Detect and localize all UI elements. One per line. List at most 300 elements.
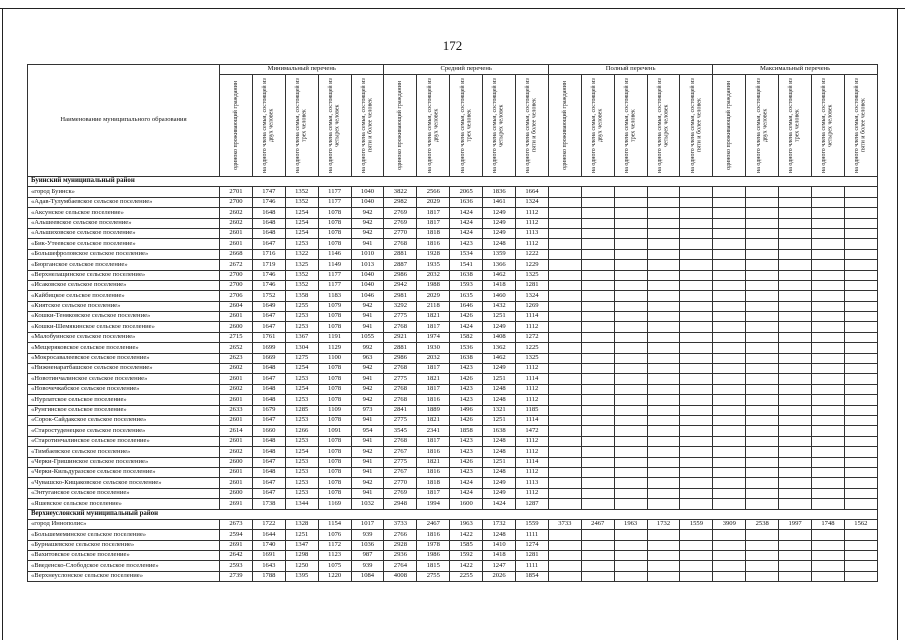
value-cell: 2602 xyxy=(220,208,253,218)
value-cell: 2768 xyxy=(384,436,417,446)
value-cell xyxy=(844,457,877,467)
value-cell: 1660 xyxy=(252,426,285,436)
value-cell: 1248 xyxy=(483,384,516,394)
value-cell: 942 xyxy=(351,218,384,228)
municipality-name-cell: «Альшеевское сельское поселение» xyxy=(28,218,220,228)
value-cell: 2601 xyxy=(220,312,253,322)
table-row xyxy=(28,426,878,436)
value-cell xyxy=(844,249,877,259)
value-cell: 1254 xyxy=(285,384,318,394)
municipality-name-cell: «Большефроловское сельское поселение» xyxy=(28,249,220,259)
value-cell xyxy=(779,343,812,353)
value-cell: 1251 xyxy=(285,530,318,540)
value-cell: 1112 xyxy=(516,239,549,249)
table-row xyxy=(28,187,878,197)
value-cell: 1636 xyxy=(450,197,483,207)
value-cell xyxy=(548,280,581,290)
value-cell: 1648 xyxy=(252,395,285,405)
value-cell: 1817 xyxy=(417,208,450,218)
value-cell xyxy=(746,530,779,540)
value-cell: 1746 xyxy=(252,197,285,207)
value-cell xyxy=(713,467,746,477)
value-cell xyxy=(581,280,614,290)
value-cell: 1112 xyxy=(516,436,549,446)
value-cell: 2601 xyxy=(220,374,253,384)
value-cell: 1647 xyxy=(252,478,285,488)
value-cell xyxy=(779,436,812,446)
value-cell: 1112 xyxy=(516,218,549,228)
value-cell xyxy=(746,291,779,301)
value-cell xyxy=(779,353,812,363)
value-cell xyxy=(647,488,680,498)
value-cell: 1055 xyxy=(351,332,384,342)
value-cell: 1220 xyxy=(318,571,351,581)
value-cell xyxy=(581,561,614,571)
value-cell: 1112 xyxy=(516,322,549,332)
value-cell: 1253 xyxy=(285,457,318,467)
value-cell: 2755 xyxy=(417,571,450,581)
value-cell xyxy=(713,353,746,363)
value-cell: 3822 xyxy=(384,187,417,197)
value-cell xyxy=(680,478,713,488)
value-cell: 2467 xyxy=(581,519,614,529)
value-cell: 1358 xyxy=(285,291,318,301)
value-cell: 939 xyxy=(351,561,384,571)
value-cell xyxy=(647,280,680,290)
value-cell: 3733 xyxy=(548,519,581,529)
value-cell: 1395 xyxy=(285,571,318,581)
value-cell xyxy=(812,384,845,394)
municipality-name-cell: «Кайбицкое сельское поселение» xyxy=(28,291,220,301)
value-cell xyxy=(680,467,713,477)
value-cell xyxy=(581,374,614,384)
value-cell xyxy=(614,436,647,446)
value-cell: 2467 xyxy=(417,519,450,529)
value-cell xyxy=(614,187,647,197)
value-cell xyxy=(680,405,713,415)
value-cell xyxy=(779,218,812,228)
value-cell xyxy=(812,405,845,415)
page-number: 172 xyxy=(442,38,463,53)
subcolumn-header xyxy=(285,75,318,177)
value-cell xyxy=(713,478,746,488)
municipality-name-cell: «Тимбаевское сельское поселение» xyxy=(28,447,220,457)
value-cell: 1647 xyxy=(252,312,285,322)
value-cell: 1761 xyxy=(252,332,285,342)
value-cell: 1647 xyxy=(252,322,285,332)
value-cell: 1559 xyxy=(680,519,713,529)
value-cell xyxy=(614,218,647,228)
value-cell: 1250 xyxy=(285,561,318,571)
value-cell xyxy=(812,228,845,238)
value-cell: 1078 xyxy=(318,395,351,405)
value-cell xyxy=(548,187,581,197)
value-cell: 2768 xyxy=(384,322,417,332)
table-row xyxy=(28,239,878,249)
value-cell: 941 xyxy=(351,415,384,425)
value-cell xyxy=(844,312,877,322)
value-cell xyxy=(812,270,845,280)
value-cell: 1426 xyxy=(450,312,483,322)
value-cell xyxy=(746,488,779,498)
value-cell: 2769 xyxy=(384,208,417,218)
value-cell xyxy=(713,571,746,581)
value-cell: 963 xyxy=(351,353,384,363)
value-cell: 1248 xyxy=(483,530,516,540)
value-cell xyxy=(614,447,647,457)
value-cell: 1123 xyxy=(318,551,351,561)
value-cell: 1281 xyxy=(516,280,549,290)
value-cell: 1177 xyxy=(318,187,351,197)
value-cell: 1816 xyxy=(417,467,450,477)
value-cell: 942 xyxy=(351,364,384,374)
value-cell xyxy=(647,218,680,228)
value-cell: 1249 xyxy=(483,478,516,488)
municipality-name-cell: «Верхнелащинское сельское поселение» xyxy=(28,270,220,280)
value-cell: 1424 xyxy=(450,208,483,218)
value-cell xyxy=(548,218,581,228)
value-cell: 2341 xyxy=(417,426,450,436)
value-cell xyxy=(614,197,647,207)
value-cell xyxy=(614,228,647,238)
value-cell xyxy=(812,312,845,322)
value-cell: 1732 xyxy=(483,519,516,529)
value-cell: 1114 xyxy=(516,415,549,425)
value-cell: 1635 xyxy=(450,291,483,301)
value-cell: 1111 xyxy=(516,530,549,540)
value-cell: 1362 xyxy=(483,343,516,353)
value-cell: 1462 xyxy=(483,353,516,363)
value-cell: 2601 xyxy=(220,415,253,425)
value-cell: 1858 xyxy=(450,426,483,436)
value-cell: 1328 xyxy=(285,519,318,529)
value-cell: 2981 xyxy=(384,291,417,301)
value-cell: 2928 xyxy=(384,540,417,550)
value-cell: 1078 xyxy=(318,208,351,218)
value-cell: 1752 xyxy=(252,291,285,301)
value-cell: 1432 xyxy=(483,301,516,311)
value-cell: 1426 xyxy=(450,374,483,384)
value-cell xyxy=(779,478,812,488)
table-row xyxy=(28,218,878,228)
municipality-name-cell: «Бурнашевское сельское поселение» xyxy=(28,540,220,550)
subcolumn-header xyxy=(812,75,845,177)
table-row xyxy=(28,436,878,446)
value-cell: 1424 xyxy=(450,218,483,228)
table-row xyxy=(28,571,878,581)
value-cell: 1222 xyxy=(516,249,549,259)
table-row xyxy=(28,499,878,509)
value-cell xyxy=(647,571,680,581)
value-cell: 1046 xyxy=(351,291,384,301)
value-cell xyxy=(746,467,779,477)
value-cell: 1647 xyxy=(252,374,285,384)
value-cell xyxy=(647,343,680,353)
value-cell: 1078 xyxy=(318,457,351,467)
value-cell: 973 xyxy=(351,405,384,415)
value-cell xyxy=(548,530,581,540)
subcolumn-header-label: на одного члена семьи, состоящей из четырех человек xyxy=(821,78,834,173)
district-section-title: Буинский муниципальный район xyxy=(28,177,878,187)
value-cell xyxy=(746,551,779,561)
value-cell xyxy=(779,457,812,467)
value-cell xyxy=(647,384,680,394)
value-cell xyxy=(548,561,581,571)
value-cell: 1032 xyxy=(351,499,384,509)
municipality-name-cell: «Аксунское сельское поселение» xyxy=(28,208,220,218)
value-cell xyxy=(713,447,746,457)
value-cell xyxy=(746,218,779,228)
value-cell: 1253 xyxy=(285,478,318,488)
value-cell: 2775 xyxy=(384,457,417,467)
value-cell: 1248 xyxy=(483,447,516,457)
value-cell xyxy=(779,332,812,342)
value-cell: 1078 xyxy=(318,447,351,457)
value-cell xyxy=(647,551,680,561)
subcolumn-header-label: на одного члена семьи, состоящей из двух человек xyxy=(591,78,604,173)
value-cell: 3545 xyxy=(384,426,417,436)
value-cell xyxy=(548,447,581,457)
table-row xyxy=(28,374,878,384)
value-cell xyxy=(713,322,746,332)
value-cell xyxy=(680,436,713,446)
value-cell: 941 xyxy=(351,374,384,384)
value-cell: 941 xyxy=(351,488,384,498)
value-cell: 1254 xyxy=(285,447,318,457)
value-cell xyxy=(581,291,614,301)
value-cell: 1986 xyxy=(417,551,450,561)
value-cell xyxy=(713,249,746,259)
value-cell: 2701 xyxy=(220,187,253,197)
municipality-name-cell: «Кошки-Теняковское сельское поселение» xyxy=(28,312,220,322)
value-cell: 1266 xyxy=(285,426,318,436)
value-cell: 1582 xyxy=(450,332,483,342)
value-cell xyxy=(581,197,614,207)
value-cell: 1040 xyxy=(351,187,384,197)
value-cell: 1997 xyxy=(779,519,812,529)
value-cell xyxy=(844,280,877,290)
value-cell: 4008 xyxy=(384,571,417,581)
value-cell: 1423 xyxy=(450,436,483,446)
value-cell: 1078 xyxy=(318,436,351,446)
value-cell: 1816 xyxy=(417,530,450,540)
value-cell: 1424 xyxy=(450,478,483,488)
value-cell: 1275 xyxy=(285,353,318,363)
value-cell xyxy=(713,415,746,425)
value-cell xyxy=(713,540,746,550)
municipality-name-cell: «Яшевское сельское поселение» xyxy=(28,499,220,509)
value-cell xyxy=(614,301,647,311)
value-cell: 1247 xyxy=(483,561,516,571)
value-cell: 1177 xyxy=(318,270,351,280)
value-cell: 1648 xyxy=(252,447,285,457)
value-cell xyxy=(581,312,614,322)
value-cell xyxy=(614,571,647,581)
value-cell xyxy=(844,332,877,342)
value-cell xyxy=(614,395,647,405)
value-cell xyxy=(779,415,812,425)
value-cell: 1424 xyxy=(483,499,516,509)
value-cell xyxy=(581,384,614,394)
value-cell xyxy=(844,208,877,218)
value-cell xyxy=(614,499,647,509)
value-cell xyxy=(746,499,779,509)
value-cell xyxy=(812,343,845,353)
value-cell: 942 xyxy=(351,208,384,218)
municipality-name-cell: «Исаковское сельское поселение» xyxy=(28,280,220,290)
value-cell xyxy=(680,457,713,467)
value-cell xyxy=(581,447,614,457)
value-cell: 1113 xyxy=(516,228,549,238)
value-cell xyxy=(844,405,877,415)
value-cell: 939 xyxy=(351,530,384,540)
value-cell: 1304 xyxy=(285,343,318,353)
value-cell: 2770 xyxy=(384,228,417,238)
value-cell xyxy=(548,571,581,581)
value-cell: 3292 xyxy=(384,301,417,311)
value-cell xyxy=(680,260,713,270)
value-cell: 2029 xyxy=(417,197,450,207)
value-cell xyxy=(844,530,877,540)
value-cell: 1325 xyxy=(516,353,549,363)
table-row xyxy=(28,519,878,529)
value-cell: 1078 xyxy=(318,312,351,322)
municipality-name-cell: «Старотинчалинское сельское поселение» xyxy=(28,436,220,446)
value-cell: 1191 xyxy=(318,332,351,342)
value-cell xyxy=(779,571,812,581)
value-cell: 1817 xyxy=(417,488,450,498)
value-cell xyxy=(746,343,779,353)
value-cell: 1472 xyxy=(516,426,549,436)
value-cell: 1643 xyxy=(252,561,285,571)
value-cell xyxy=(812,561,845,571)
value-cell: 1185 xyxy=(516,405,549,415)
subcolumn-header xyxy=(746,75,779,177)
value-cell xyxy=(680,332,713,342)
value-cell xyxy=(812,436,845,446)
value-cell xyxy=(844,436,877,446)
value-cell xyxy=(812,249,845,259)
value-cell xyxy=(581,551,614,561)
value-cell: 1410 xyxy=(483,540,516,550)
value-cell: 1084 xyxy=(351,571,384,581)
value-cell: 1367 xyxy=(285,332,318,342)
value-cell: 941 xyxy=(351,322,384,332)
value-cell: 954 xyxy=(351,426,384,436)
value-cell xyxy=(844,499,877,509)
value-cell xyxy=(812,395,845,405)
value-cell: 1251 xyxy=(483,374,516,384)
value-cell xyxy=(581,571,614,581)
value-cell xyxy=(779,197,812,207)
value-cell xyxy=(779,280,812,290)
value-cell xyxy=(614,405,647,415)
value-cell xyxy=(844,197,877,207)
value-cell xyxy=(779,260,812,270)
value-cell xyxy=(647,478,680,488)
value-cell xyxy=(614,291,647,301)
value-cell xyxy=(844,540,877,550)
value-cell xyxy=(647,332,680,342)
group-header: Средний перечень xyxy=(384,65,548,75)
value-cell xyxy=(548,551,581,561)
municipality-name-cell: «Большемеминское сельское поселение» xyxy=(28,530,220,540)
value-cell xyxy=(680,384,713,394)
value-cell: 1418 xyxy=(483,280,516,290)
value-cell: 1644 xyxy=(252,530,285,540)
value-cell xyxy=(746,405,779,415)
value-cell: 1078 xyxy=(318,415,351,425)
value-cell: 1177 xyxy=(318,197,351,207)
value-cell: 1040 xyxy=(351,270,384,280)
value-cell: 1010 xyxy=(351,249,384,259)
municipality-name-cell: «Адав-Тулумбаевское сельское поселение» xyxy=(28,197,220,207)
value-cell xyxy=(647,447,680,457)
value-cell xyxy=(779,530,812,540)
value-cell: 2255 xyxy=(450,571,483,581)
value-cell xyxy=(844,228,877,238)
value-cell: 1075 xyxy=(318,561,351,571)
value-cell xyxy=(713,530,746,540)
value-cell: 1112 xyxy=(516,208,549,218)
subcolumn-header-label: на одного члена семьи, состоящей из пяти и более человек xyxy=(854,78,867,173)
value-cell xyxy=(647,374,680,384)
value-cell: 1928 xyxy=(417,249,450,259)
value-cell xyxy=(713,312,746,322)
value-cell xyxy=(680,291,713,301)
value-cell: 2029 xyxy=(417,291,450,301)
value-cell xyxy=(614,540,647,550)
right-border-line xyxy=(897,8,898,640)
value-cell: 2538 xyxy=(746,519,779,529)
value-cell xyxy=(713,228,746,238)
value-cell xyxy=(779,322,812,332)
value-cell xyxy=(581,249,614,259)
value-cell: 1889 xyxy=(417,405,450,415)
value-cell: 1078 xyxy=(318,374,351,384)
value-cell: 2700 xyxy=(220,280,253,290)
value-cell: 1740 xyxy=(252,540,285,550)
value-cell xyxy=(812,571,845,581)
subcolumn-header-label: одиноко проживающий гражданин xyxy=(397,81,404,170)
value-cell: 1169 xyxy=(318,499,351,509)
value-cell xyxy=(680,488,713,498)
value-cell: 2601 xyxy=(220,239,253,249)
value-cell: 987 xyxy=(351,551,384,561)
value-cell: 1322 xyxy=(285,249,318,259)
district-section-title: Верхнеуслонский муниципальный район xyxy=(28,509,878,519)
value-cell xyxy=(581,260,614,270)
value-cell: 941 xyxy=(351,457,384,467)
value-cell xyxy=(812,301,845,311)
value-cell: 1249 xyxy=(483,228,516,238)
value-cell: 1254 xyxy=(285,218,318,228)
value-cell: 2602 xyxy=(220,218,253,228)
value-cell: 1253 xyxy=(285,488,318,498)
value-cell: 941 xyxy=(351,239,384,249)
value-cell xyxy=(647,208,680,218)
municipality-name-cell: «Малобуинское сельское поселение» xyxy=(28,332,220,342)
subcolumn-header-label: на одного члена семьи, состоящей из двух человек xyxy=(755,78,769,173)
value-cell: 1352 xyxy=(285,270,318,280)
value-cell: 1146 xyxy=(318,249,351,259)
value-cell xyxy=(680,551,713,561)
value-cell: 1536 xyxy=(450,343,483,353)
value-cell: 1253 xyxy=(285,436,318,446)
value-cell xyxy=(548,374,581,384)
value-cell: 1638 xyxy=(483,426,516,436)
table-row xyxy=(28,228,878,238)
